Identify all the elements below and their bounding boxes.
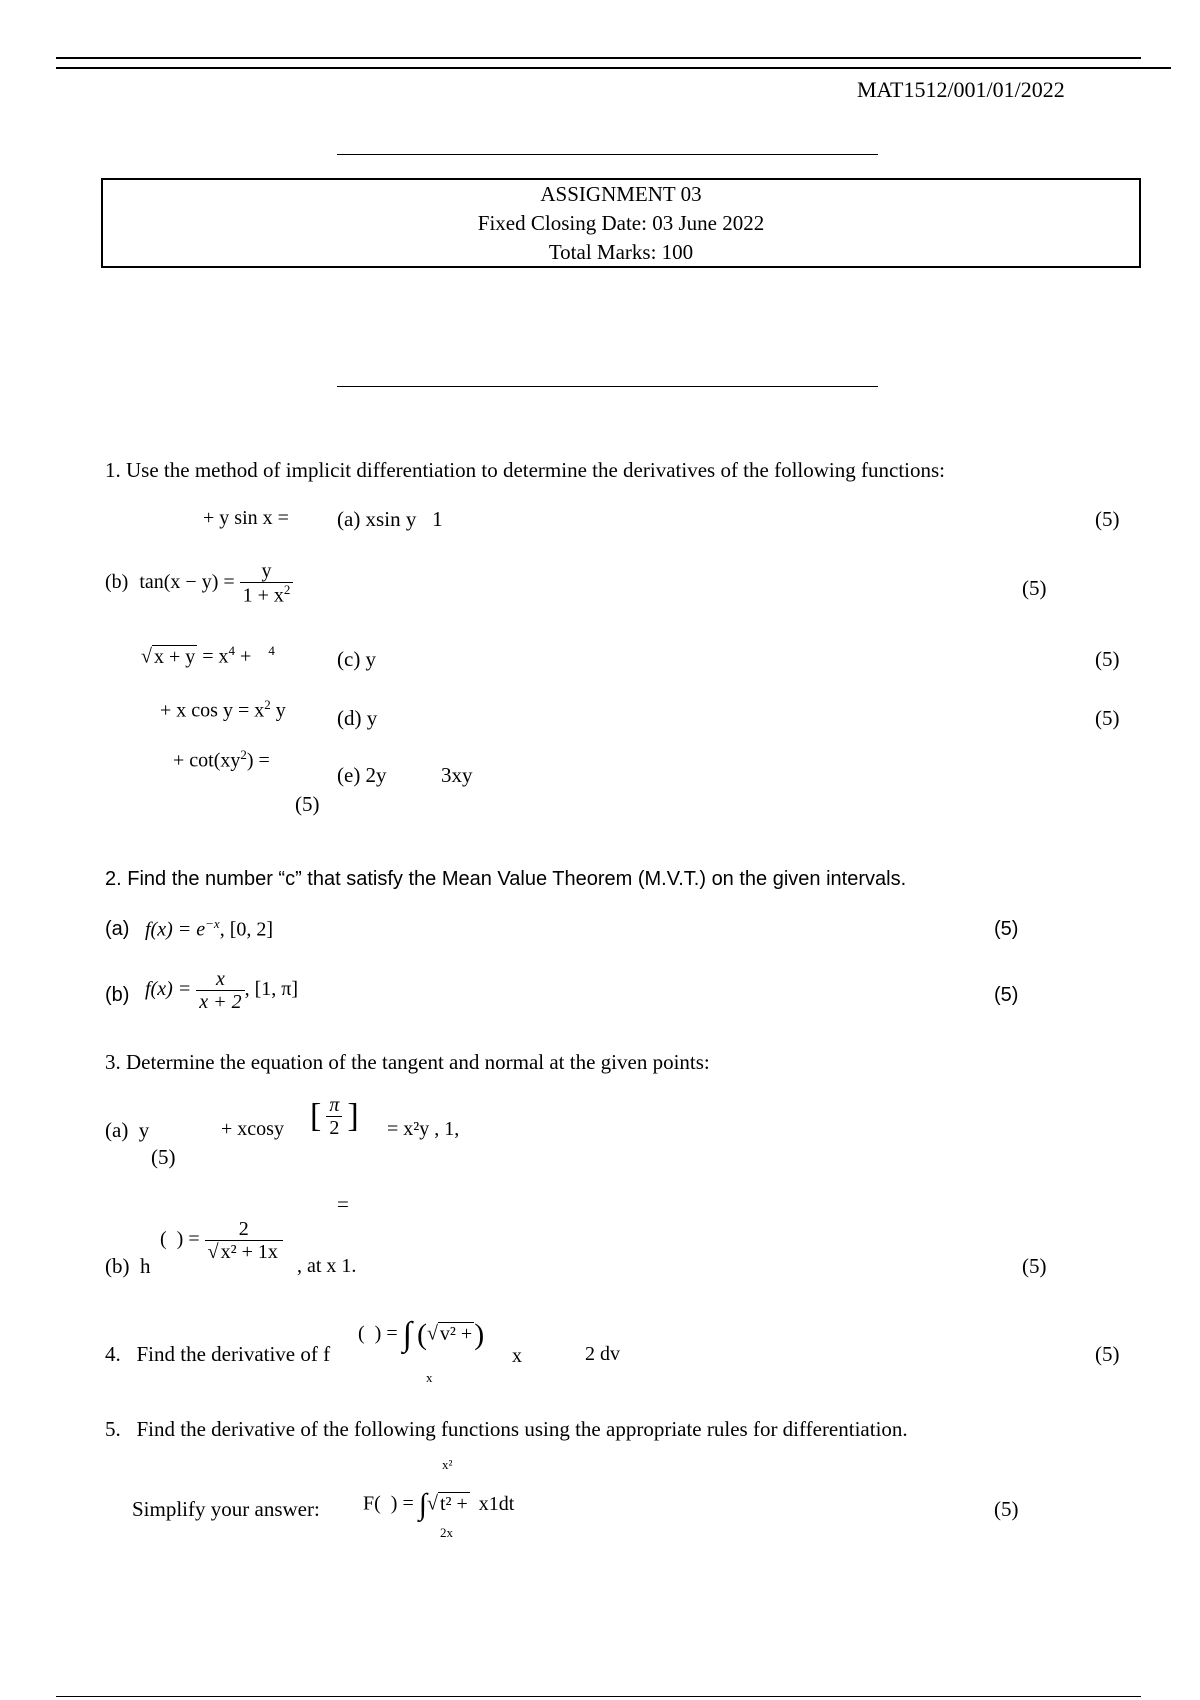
separator-top	[337, 154, 878, 155]
q1b-expression	[105, 560, 293, 607]
q2b-marks: (5)	[994, 984, 1019, 1006]
q1e-extra: 3xy	[441, 763, 473, 787]
q3a-bracket: [ $\frac{\pi}{2}$ ]	[310, 1094, 359, 1139]
q2a-marks: (5)	[994, 918, 1019, 940]
q3a-rhs: = x²y , 1,	[387, 1118, 460, 1140]
q1c-radicand: x + y	[153, 645, 196, 668]
q1b-denominator: $1 + x^2$	[242, 582, 291, 607]
q3b-tail: , at x 1.	[297, 1255, 357, 1277]
q3b-fraction: $\frac{2}{\text{√ x² + 1x}}$	[205, 1218, 283, 1263]
assignment-box	[101, 178, 1141, 268]
q1c-rhs: = x	[202, 645, 229, 668]
q3a-marks: (5)	[151, 1145, 176, 1169]
q1a-label: (a) xsin y 1	[337, 507, 443, 531]
q5-marks: (5)	[994, 1497, 1019, 1521]
q3b-expression: ( ) = $\frac{2}{\text{√ x² + 1x}}$	[160, 1218, 283, 1263]
q1a-fragment: + y sin x =	[203, 507, 289, 529]
q2a-label: (a)	[105, 918, 130, 940]
closing-date: Fixed Closing Date: 03 June 2022	[477, 211, 765, 235]
separator-bottom	[337, 386, 878, 387]
q1c-marks: (5)	[1095, 647, 1120, 671]
q3a-fragment: + xcosy	[221, 1118, 284, 1140]
q3-stem: 3. Determine the equation of the tangent and normal at the given points:	[105, 1050, 710, 1074]
q5-lower-limit: 2x	[440, 1525, 453, 1540]
integral-sign: ∫	[418, 1488, 427, 1521]
integral-sign: ∫	[402, 1316, 412, 1353]
q5-simplify: Simplify your answer:	[132, 1497, 320, 1521]
top-rule-2	[56, 67, 1171, 69]
bottom-rule	[56, 1696, 1141, 1697]
q4-expression: ( ) = ∫ (√ v² +)	[358, 1316, 485, 1353]
q4-marks: (5)	[1095, 1342, 1120, 1366]
q1a-marks: (5)	[1095, 507, 1120, 531]
q1c-expression	[141, 643, 275, 669]
q2b-label: (b)	[105, 984, 130, 1006]
q1b-fraction	[240, 560, 294, 607]
q1b-marks: (5)	[1022, 576, 1047, 600]
q1c-exponent: 4	[228, 643, 236, 658]
q1c-tail-exponent: 4	[268, 643, 275, 658]
q1b-lhs: tan(x − y) =	[139, 570, 235, 593]
q3-equals: =	[337, 1192, 349, 1216]
q1d-marks: (5)	[1095, 706, 1120, 730]
q1b-label: (b)	[105, 570, 129, 593]
q4-var-x: x	[512, 1345, 522, 1367]
assignment-title: ASSIGNMENT 03	[540, 182, 702, 206]
q4-stem: 4. Find the derivative of f	[105, 1342, 331, 1366]
q2-stem: 2. Find the number “c” that satisfy the Mean Value Theorem (M.V.T.) on the given intervals.	[105, 868, 907, 890]
q5-stem: 5. Find the derivative of the following functions using the appropriate rules for differentiation.	[105, 1417, 908, 1441]
q3a-fraction: $\frac{\pi}{2}$	[326, 1094, 342, 1139]
q2b-fraction: $\frac{x}{x + 2}$	[196, 968, 244, 1013]
q4-lower-limit: x	[426, 1370, 433, 1385]
q3a-label: (a) y	[105, 1118, 150, 1142]
q3b-label: (b) h	[105, 1254, 151, 1278]
course-code: MAT1512/001/01/2022	[857, 77, 1065, 102]
q5-expression: F( ) = ∫√ t² + x1dt	[363, 1488, 515, 1521]
q1d-expression: + x $\cos y = x^2$ y	[160, 697, 286, 722]
q1c-tail: +	[240, 645, 252, 668]
q2a-expression: $f(x) = e^{-x}$, [0, 2]	[145, 916, 274, 941]
q1e-expression: + $\cot(xy^2)$ =	[173, 747, 270, 772]
sqrt-sign: √	[141, 645, 152, 668]
q1d-label: (d) y	[337, 706, 378, 730]
q5-upper-limit: x²	[442, 1457, 453, 1472]
q1c-label: (c) y	[337, 647, 377, 671]
q1b-numerator: y	[240, 560, 294, 583]
q2b-expression: f(x) = $\frac{x}{x + 2}$ , [1, π]	[145, 968, 299, 1013]
q1-stem: 1. Use the method of implicit differentiation to determine the derivatives of the following functions:	[105, 458, 945, 482]
total-marks: Total Marks: 100	[548, 240, 694, 264]
top-rule-1	[56, 57, 1141, 59]
q4-tail: 2 dv	[585, 1343, 620, 1365]
q3b-marks: (5)	[1022, 1254, 1047, 1278]
q1e-label: (e) 2y	[337, 763, 387, 787]
q1e-marks: (5)	[295, 792, 320, 816]
